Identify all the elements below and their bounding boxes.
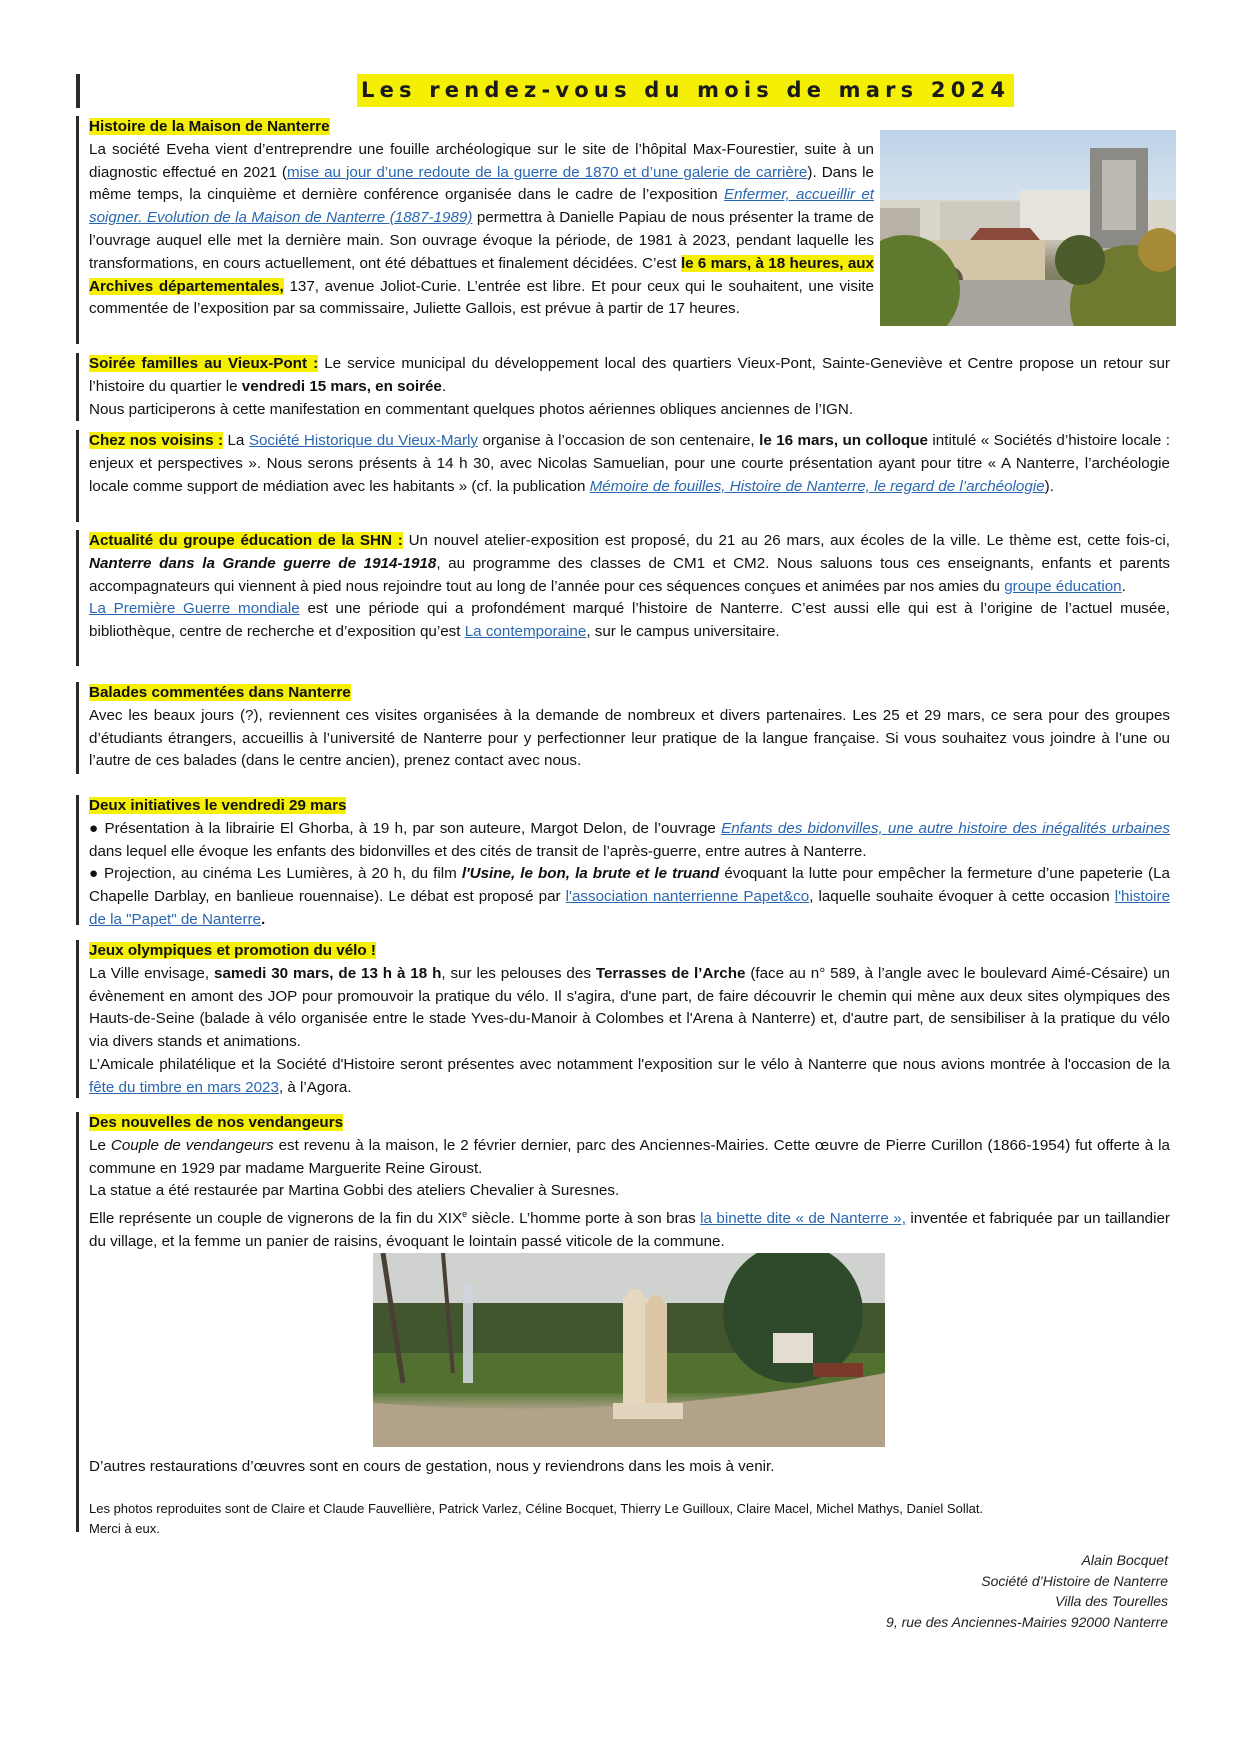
section-heading: Balades commentées dans Nanterre [89,684,351,701]
text: (face au n° 589, à l’angle avec le boulevard Aimé-Césaire) un évènement en amont des JOP pour promouvoir la pratique du vélo. Il s'agira, d'une part, de faire découvrir le chemin qui mène aux deux sites olympiques des Hauts-de-Seine (balade à vélo organisée entre le stade Yves-du-Manoir à Colombes et l'Arena à Nanterre) et, d'autre part, de sensibiliser à la pratique du vélo via divers stands et animations. [89,964,1170,1051]
section-voisins-body [89,430,1170,498]
text: Présentation à la librairie El Ghorba, à 19 h, par son auteure, Margot Delon, de l’ouvrage [99,819,722,837]
photo-credits [89,1499,1170,1539]
section-jeux-olympiques [76,940,1170,1098]
bold-place: Terrasses de l’Arche [595,964,746,982]
title-left-rule [76,74,80,108]
text: ). Dans le même temps, la cinquième et dernière conférence organisée dans le cadre de l’exposition [89,163,874,204]
text: L’Amicale philatélique et la Société d'Histoire seront présentes avec notamment l'exposition sur le vélo à Nanterre que nous avions montrée à l'occasion de la [89,1055,1170,1073]
superscript: e [462,1209,468,1220]
section-heading: Deux initiatives le vendredi 29 mars [89,797,347,814]
text: , à l’Agora. [278,1078,352,1096]
section-heading: Des nouvelles de nos vendangeurs [89,1114,344,1131]
section-vendangeurs-body [89,1112,1170,1254]
text: est une période qui a profondément marqué l’histoire de Nanterre. C’est aussi elle qui est à l’origine de l’actuel musée, bibliothèque, centre de recherche et d’exposition qu’est [89,600,1170,641]
text: évoquant la lutte pour empêcher la fermeture d’une papeterie (La Chapelle Darblay, en banlieue rouennaise). Le débat est proposé par [89,865,1170,906]
bold-date: le 16 mars, un colloque [759,432,928,449]
link-redoute[interactable]: mise au jour d’une redoute de la guerre de 1870 et d’une galerie de carrière [287,163,808,181]
page-title: Les rendez-vous du mois de mars 2024 [357,74,1014,107]
section-heading: Histoire de la Maison de Nanterre [89,118,330,135]
section-education-body [89,530,1170,644]
text: La Ville envisage, [89,964,214,982]
cityscape-image [880,130,1176,326]
section-maison-nanterre [76,116,874,344]
text: Projection, au cinéma Les Lumières, à 20 h, du film [99,865,462,883]
text: Un nouvel atelier-exposition est proposé, du 21 au 26 mars, aux écoles de la ville. Le thème est, cette fois-ci, [402,532,1171,549]
link-societe-vieux-marly[interactable]: Société Historique du Vieux-Marly [248,432,479,449]
link-premiere-guerre[interactable]: La Première Guerre mondiale [89,600,300,618]
link-enfants-bidonvilles[interactable]: Enfants des bidonvilles, une autre histoire des inégalités urbaines [721,819,1170,837]
signature-place: Villa des Tourelles [1055,1593,1168,1609]
theme-title: Nanterre dans la Grande guerre de 1914-1918 [89,554,437,572]
text: . [1121,577,1126,595]
section-heading: Soirée familles au Vieux-Pont : [89,355,319,372]
signature-block [886,1550,1168,1632]
section-heading: Jeux olympiques et promotion du vélo ! [89,942,376,959]
text: La [223,432,249,449]
artwork-title: Couple de vendangeurs [110,1136,274,1154]
link-la-contemporaine[interactable]: La contemporaine [464,623,587,641]
credits-text: Les photos reproduites sont de Claire et Claude Fauvellière, Patrick Varlez, Céline Bocquet, Thierry Le Guilloux, Claire Macel, Michel Mathys, Daniel Sollat. [89,1500,984,1516]
text: Le [89,1136,111,1154]
link-exposition[interactable]: Enfermer, accueillir et soigner. Evolution de la Maison de Nanterre (1887-1989) [89,186,874,227]
highlight-date: le 6 mars, à 18 heures, aux Archives départementales, [89,254,874,295]
text: , laquelle souhaite évoquer à cette occasion [809,888,1115,906]
text: inventée et fabriquée par un taillandier du village, et la femme un panier de raisins, évoquant le lointain passé viticole de la commune. [89,1210,1170,1251]
text: 137, avenue Joliot-Curie. L’entrée est libre. Et pour ceux qui le souhaitent, une visite commentée de l’exposition par sa commissaire, Juliette Gallois, est prévue à partir de 17 heures. [89,277,874,318]
text: Nous participerons à cette manifestation en commentant quelques photos aériennes obliques anciennes de l’IGN. [89,400,854,418]
text: organise à l’occasion de son centenaire, [478,432,760,449]
text: Elle représente un couple de vignerons de la fin du XIX [89,1210,463,1228]
bullet-icon: ● [89,819,100,837]
text: est revenu à la maison, le 2 février dernier, parc des Anciennes-Mairies. Cette œuvre de Pierre Curillon (1866-1954) fut offerte à la commune en 1929 par madame Marguerite Reine Giroust. [89,1136,1171,1177]
text: . [261,910,266,928]
text: . [441,377,447,395]
text: D’autres restaurations d’œuvres sont en cours de gestation, nous y reviendrons dans les mois à venir. [89,1457,775,1475]
text: Le service municipal du développement local des quartiers Vieux-Pont, Sainte-Geneviève et Centre propose un retour sur l’histoire du quartier le [89,355,1170,395]
bold-date: samedi 30 mars, de 13 h à 18 h [214,964,442,982]
text: intitulé « Sociétés d’histoire locale : enjeux et perspectives ». Nous serons présents à 14 h 30, avec Nicolas Samuelian, pour une courte présentation ayant pour titre « A Nanterre, l’archéologie locale comme support de médiation avec les habitants » (cf. la publication [89,432,1170,495]
bullet-icon: ● [89,865,99,883]
section-soiree-body [89,353,1170,421]
text: , sur les pelouses des [441,964,596,982]
link-groupe-education[interactable]: groupe éducation [1004,577,1122,595]
link-binette[interactable]: la binette dite « de Nanterre », [700,1210,906,1228]
section-vendangeurs-closing [89,1456,1170,1479]
section-jo-body [89,940,1170,1100]
section-balades [76,682,1170,774]
link-papet-co[interactable]: l'association nanterrienne Papet&co [565,888,810,906]
link-memoire-de-fouilles[interactable]: Mémoire de fouilles, Histoire de Nanterre, le regard de l’archéologie [589,477,1045,495]
section-groupe-education [76,530,1170,666]
film-title: l'Usine, le bon, la brute et le truand [461,865,720,883]
signature-address: 9, rue des Anciennes-Mairies 92000 Nanterre [886,1613,1168,1630]
thanks-text: Merci à eux. [89,1520,160,1536]
text: Avec les beaux jours (?), reviennent ces visites organisées à la demande de nombreux et divers partenaires. Les 25 et 29 mars, ce sera pour des groupes d’étudiants étrangers, accueillis à l’université de Nanterre pour y perfectionner leur pratique de la langue française. Si vous souhaitez vous joindre à l’une ou l’autre de ces balades (dans le centre ancien), prenez contact avec nous. [89,706,1170,770]
link-histoire-papet[interactable]: l'histoire de la "Papet" de Nanterre [89,888,1171,928]
section-heading: Actualité du groupe éducation de la SHN : [89,532,403,549]
bold-date: vendredi 15 mars, en soirée [241,377,442,395]
section-balades-body [89,682,1170,773]
signature-name: Alain Bocquet [1081,1552,1168,1568]
text: , au programme des classes de CM1 et CM2. Nous saluons tous ces enseignants, enfants et parents accompagnateurs qui viennent à pied nous rejoindre tout au long de l’année pour ces séquences conçues et animées par nos amies du [89,554,1171,595]
section-soiree-familles [76,353,1170,421]
section-initiatives-body [89,795,1170,932]
photo-maison-nanterre [880,130,1176,326]
text: permettra à Danielle Papiau de nous présenter la trame de l’ouvrage auquel elle met la dernière main. Son ouvrage évoque la période, de 1981 à 2023, pendant laquelle les transformations, en cours actuellement, ont été débattues et finalement décidées. C’est [89,209,875,272]
signature-org: Société d’Histoire de Nanterre [981,1572,1168,1589]
photo-vendangeurs-statue [373,1253,885,1447]
text: La statue a été restaurée par Martina Gobbi des ateliers Chevalier à Suresnes. [89,1182,620,1200]
title-block [76,74,1170,108]
section-chez-nos-voisins [76,430,1170,522]
text: dans lequel elle évoque les enfants des bidonvilles et des cités de transit de l’après-guerre, entre autres à Nanterre. [89,842,867,860]
text: , sur le campus universitaire. [586,623,780,641]
text: ). [1044,477,1054,495]
park-statue-image [373,1253,885,1447]
section-maison-body [89,116,874,321]
link-fete-du-timbre[interactable]: fête du timbre en mars 2023 [89,1078,279,1096]
text: La société Eveha vient d’entreprendre une fouille archéologique sur le site de l’hôpital Max-Fourestier, suite à un diagnostic effectué en 2021 ( [89,140,874,181]
text: siècle. L’homme porte à son bras [467,1210,701,1228]
section-deux-initiatives [76,795,1171,928]
section-heading: Chez nos voisins : [89,432,224,449]
